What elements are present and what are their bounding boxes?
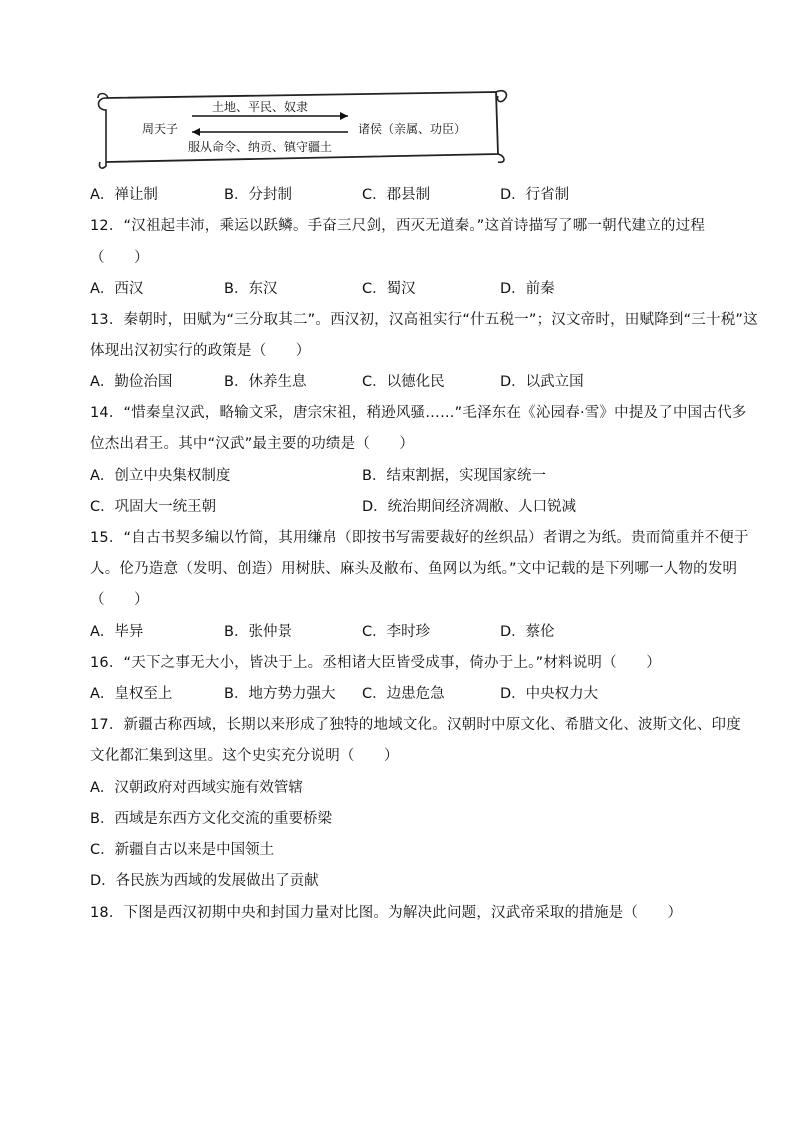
q11-option-a[interactable]: A．禅让制	[90, 187, 158, 203]
q15-stem-line-2: 人。伦乃造意（发明、创造）用树肤、麻头及敝布、鱼网以为纸。”文中记载的是下列哪一人物的发明	[90, 561, 738, 577]
q13-option-c[interactable]: C．以德化民	[362, 374, 445, 390]
q13-option-d[interactable]: D．以武立国	[500, 374, 584, 390]
q12-stem-line-2: （ ）	[90, 250, 149, 266]
q17-option-c[interactable]: C．新疆自古以来是中国领土	[90, 842, 275, 858]
q12-stem-line-1: 12．“汉祖起丰沛，乘运以跃鳞。手奋三尺剑，西灭无道秦。”这首诗描写了哪一朝代建立的过程	[90, 218, 706, 234]
bottom-arrow-label: 服从命令、纳贡、镇守疆土	[188, 140, 333, 154]
q13-stem-line-2: 体现出汉初实行的政策是（ ）	[90, 343, 311, 359]
q13-option-a[interactable]: A．勤俭治国	[90, 374, 173, 390]
q14-option-d[interactable]: D．统治期间经济凋敝、人口锐减	[362, 499, 577, 515]
q15-stem-line-3: （ ）	[90, 592, 149, 608]
q16-option-c[interactable]: C．边患危急	[362, 686, 445, 702]
right-node-label: 诸侯（亲属、功臣）	[358, 122, 467, 136]
q14-option-c[interactable]: C．巩固大一统王朝	[90, 499, 217, 515]
q16-option-d[interactable]: D．中央权力大	[500, 686, 599, 702]
q16-stem-line-1: 16．“天下之事无大小，皆决于上。丞相诸大臣皆受成事，倚办于上。”材料说明（ ）	[90, 655, 661, 671]
q14-option-a[interactable]: A．创立中央集权制度	[90, 468, 231, 484]
q18-stem-line-1: 18．下图是西汉初期中央和封国力量对比图。为解决此问题，汉武帝采取的措施是（ ）	[90, 905, 683, 921]
q11-option-d[interactable]: D．行省制	[500, 187, 570, 203]
q15-option-c[interactable]: C．李时珍	[362, 624, 431, 640]
q12-option-b[interactable]: B．东汉	[224, 281, 278, 297]
q14-stem-line-1: 14．“惜秦皇汉武，略输文采，唐宗宋祖，稍逊风骚……”毛泽东在《沁园春·雪》中提及了中国古代多	[90, 405, 747, 421]
feudal-relationship-scroll-diagram	[92, 84, 512, 174]
q16-option-b[interactable]: B．地方势力强大	[224, 686, 336, 702]
q17-option-b[interactable]: B．西域是东西方文化交流的重要桥梁	[90, 811, 332, 827]
q17-option-d[interactable]: D．各民族为西域的发展做出了贡献	[90, 873, 319, 889]
q12-option-c[interactable]: C．蜀汉	[362, 281, 416, 297]
q16-option-a[interactable]: A．皇权至上	[90, 686, 173, 702]
q12-option-a[interactable]: A．西汉	[90, 281, 144, 297]
q11-option-b[interactable]: B．分封制	[224, 187, 292, 203]
q15-option-a[interactable]: A．毕异	[90, 624, 144, 640]
q14-option-b[interactable]: B．结束割据，实现国家统一	[362, 468, 546, 484]
q12-option-d[interactable]: D．前秦	[500, 281, 555, 297]
q15-option-b[interactable]: B．张仲景	[224, 624, 292, 640]
q17-stem-line-1: 17．新疆古称西域，长期以来形成了独特的地域文化。汉朝时中原文化、希腊文化、波斯文化、印度	[90, 717, 741, 733]
q15-option-d[interactable]: D．蔡伦	[500, 624, 555, 640]
top-arrow-label: 土地、平民、奴隶	[212, 100, 309, 114]
left-node-label: 周天子	[142, 122, 179, 136]
q13-stem-line-1: 13．秦朝时，田赋为“三分取其二”。西汉初，汉高祖实行“什五税一”；汉文帝时，田赋降到“三十税”这	[90, 312, 758, 328]
q14-stem-line-2: 位杰出君王。其中“汉武”最主要的功绩是（ ）	[90, 436, 415, 452]
q11-option-c[interactable]: C．郡县制	[362, 187, 431, 203]
q15-stem-line-1: 15．“自古书契多编以竹简，其用缣帛（即按书写需要裁好的丝织品）者谓之为纸。贵而简重并不便于	[90, 530, 749, 546]
q17-option-a[interactable]: A．汉朝政府对西域实施有效管辖	[90, 780, 303, 796]
q17-stem-line-2: 文化都汇集到这里。这个史实充分说明（ ）	[90, 748, 399, 764]
q13-option-b[interactable]: B．休养生息	[224, 374, 307, 390]
